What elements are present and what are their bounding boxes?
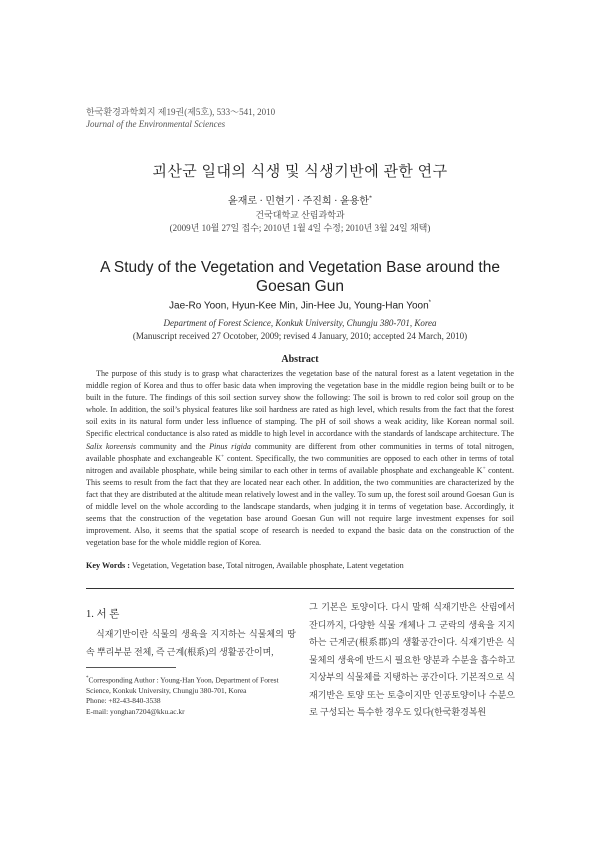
species-salix: Salix koreensis — [86, 441, 137, 451]
abstract-text-1: The purpose of this study is to grasp what characterizes the vegetation base of the natural forest as a latent vegetation in the middle region of Korea and thus to offer basic data when improving the vegetation base in the middle region being built or to be built in the future. The findings of this soil section survey show the following: The soil is brown to red color soil group on the whole. In addition, the soil’s physical features like soil hardness are rated as high level, which results from the fact that the forest soil exits in its natural form under less influence of stamping. The pH of soil shows a weak acidity, like Korean normal soil. Specific electrical conductance is also rated as middle to high level in accordance with the standards of landscape architecture. The — [86, 369, 514, 439]
species-pinus: Pinus rigida — [209, 441, 251, 451]
abstract-body — [86, 368, 514, 549]
keywords — [86, 561, 514, 570]
abstract-text-2: community and the — [139, 441, 206, 451]
authors-english-names: Jae-Ro Yoon, Hyun-Kee Min, Jin-Hee Ju, Young-Han Yoon — [169, 300, 429, 312]
footnote-author-text: Corresponding Author : Young-Han Yoon, Department of Forest Science, Konkuk University, Chungju 380-701, Korea — [86, 675, 279, 695]
footnote-phone: Phone: +82-43-840-3538 — [86, 696, 161, 706]
affiliation-korean: 건국대학교 산림과학과 — [255, 210, 345, 220]
footnote-divider — [86, 667, 176, 668]
authors-korean-names: 윤재로 · 민현기 · 주진희 · 윤용한 — [228, 196, 369, 207]
section-heading: 1. 서 론 — [86, 609, 120, 620]
authors-english — [0, 300, 600, 311]
keywords-label: Key Words : — [86, 561, 130, 570]
footnote-mark: * — [86, 676, 89, 681]
footnote — [86, 674, 301, 717]
left-column-text: 식재기반이란 식물의 생육을 지지하는 식물체의 땅속 뿌리부분 전체, 즉 근계(根系)의 생활공간이며, — [86, 629, 296, 657]
title-english: A Study of the Vegetation and Vegetation Base around the Goesan Gun — [100, 259, 500, 295]
received-dates-english: (Manuscript received 27 Ocotober, 2009; revised 4 January, 2010; accepted 24 March, 2010) — [132, 331, 468, 341]
superscript-plus: + — [482, 465, 486, 472]
right-column-text: 그 기본은 토양이다. 다시 말해 식재기반은 산림에서 잔디까지, 다양한 식물 개체나 그 군락의 생육을 지지하는 근계군(根系郡)의 생활공간이다. 식재기반은 식물체의 생육에 반드시 필요한 양분과 수분을 흡수하고 지상부의 식물체를 지탱하는 공간이다. 기본적으로 식재기반은 토양 또는 토층이지만 인공토양이나 수분으로 구성되는 특수한 경우도 있다(한국환경복원 — [309, 602, 515, 717]
superscript-plus: + — [221, 452, 225, 459]
corresponding-mark: * — [368, 195, 372, 202]
abstract-text-5: content. This seems to result from the fact that they are located near each other. In addition, the two communities are characterized by the fact that they are distributed at the altitude mean relatively lowest and in the valley. To sum up, the forest soil around Goesan Gun is of middle level on the whole according to the landscape standards, when judging it in terms of vegetation base. Accordingly, it seems that the construction of the vegetation base around Goesan Gun will not require large investment expenses for soil improvement. Also, it seems that the spatial scope of research is needed to expand the basic data on the construction of the vegetation base for the whole middle region of Korea. — [86, 465, 514, 548]
title-korean: 괴산군 일대의 식생 및 식생기반에 관한 연구 — [152, 164, 448, 180]
received-dates-korean: (2009년 10월 27일 접수; 2010년 1월 4일 수정; 2010년 3월 24일 채택) — [169, 223, 431, 233]
abstract-text-3: community are different from other communities in terms of total nitrogen, available phosphate and exchangeable K — [86, 441, 514, 463]
journal-citation: 한국환경과학회지 제19권(제5호), 533～541, 2010 — [86, 107, 276, 117]
footnote-email: E-mail: yonghan7204@kku.ac.kr — [86, 706, 185, 716]
abstract-text-4: content. Specifically, the two communities are opposed to each other in terms of total nitrogen and available phosphate, while being similar to each other in terms of available phosphate and exchangeable K — [86, 453, 514, 475]
journal-name: Journal of the Environmental Sciences — [86, 119, 226, 129]
journal-header — [86, 106, 275, 130]
section-divider — [86, 588, 514, 589]
department-english: Department of Forest Science, Konkuk University, Chungju 380-701, Korea — [163, 318, 437, 328]
authors-korean — [0, 192, 600, 207]
corresponding-mark-english: * — [428, 300, 431, 306]
keywords-list: Vegetation, Vegetation base, Total nitrogen, Available phosphate, Latent vegetation — [129, 561, 404, 570]
abstract-heading: Abstract — [281, 354, 319, 365]
footnote-author — [86, 674, 301, 696]
